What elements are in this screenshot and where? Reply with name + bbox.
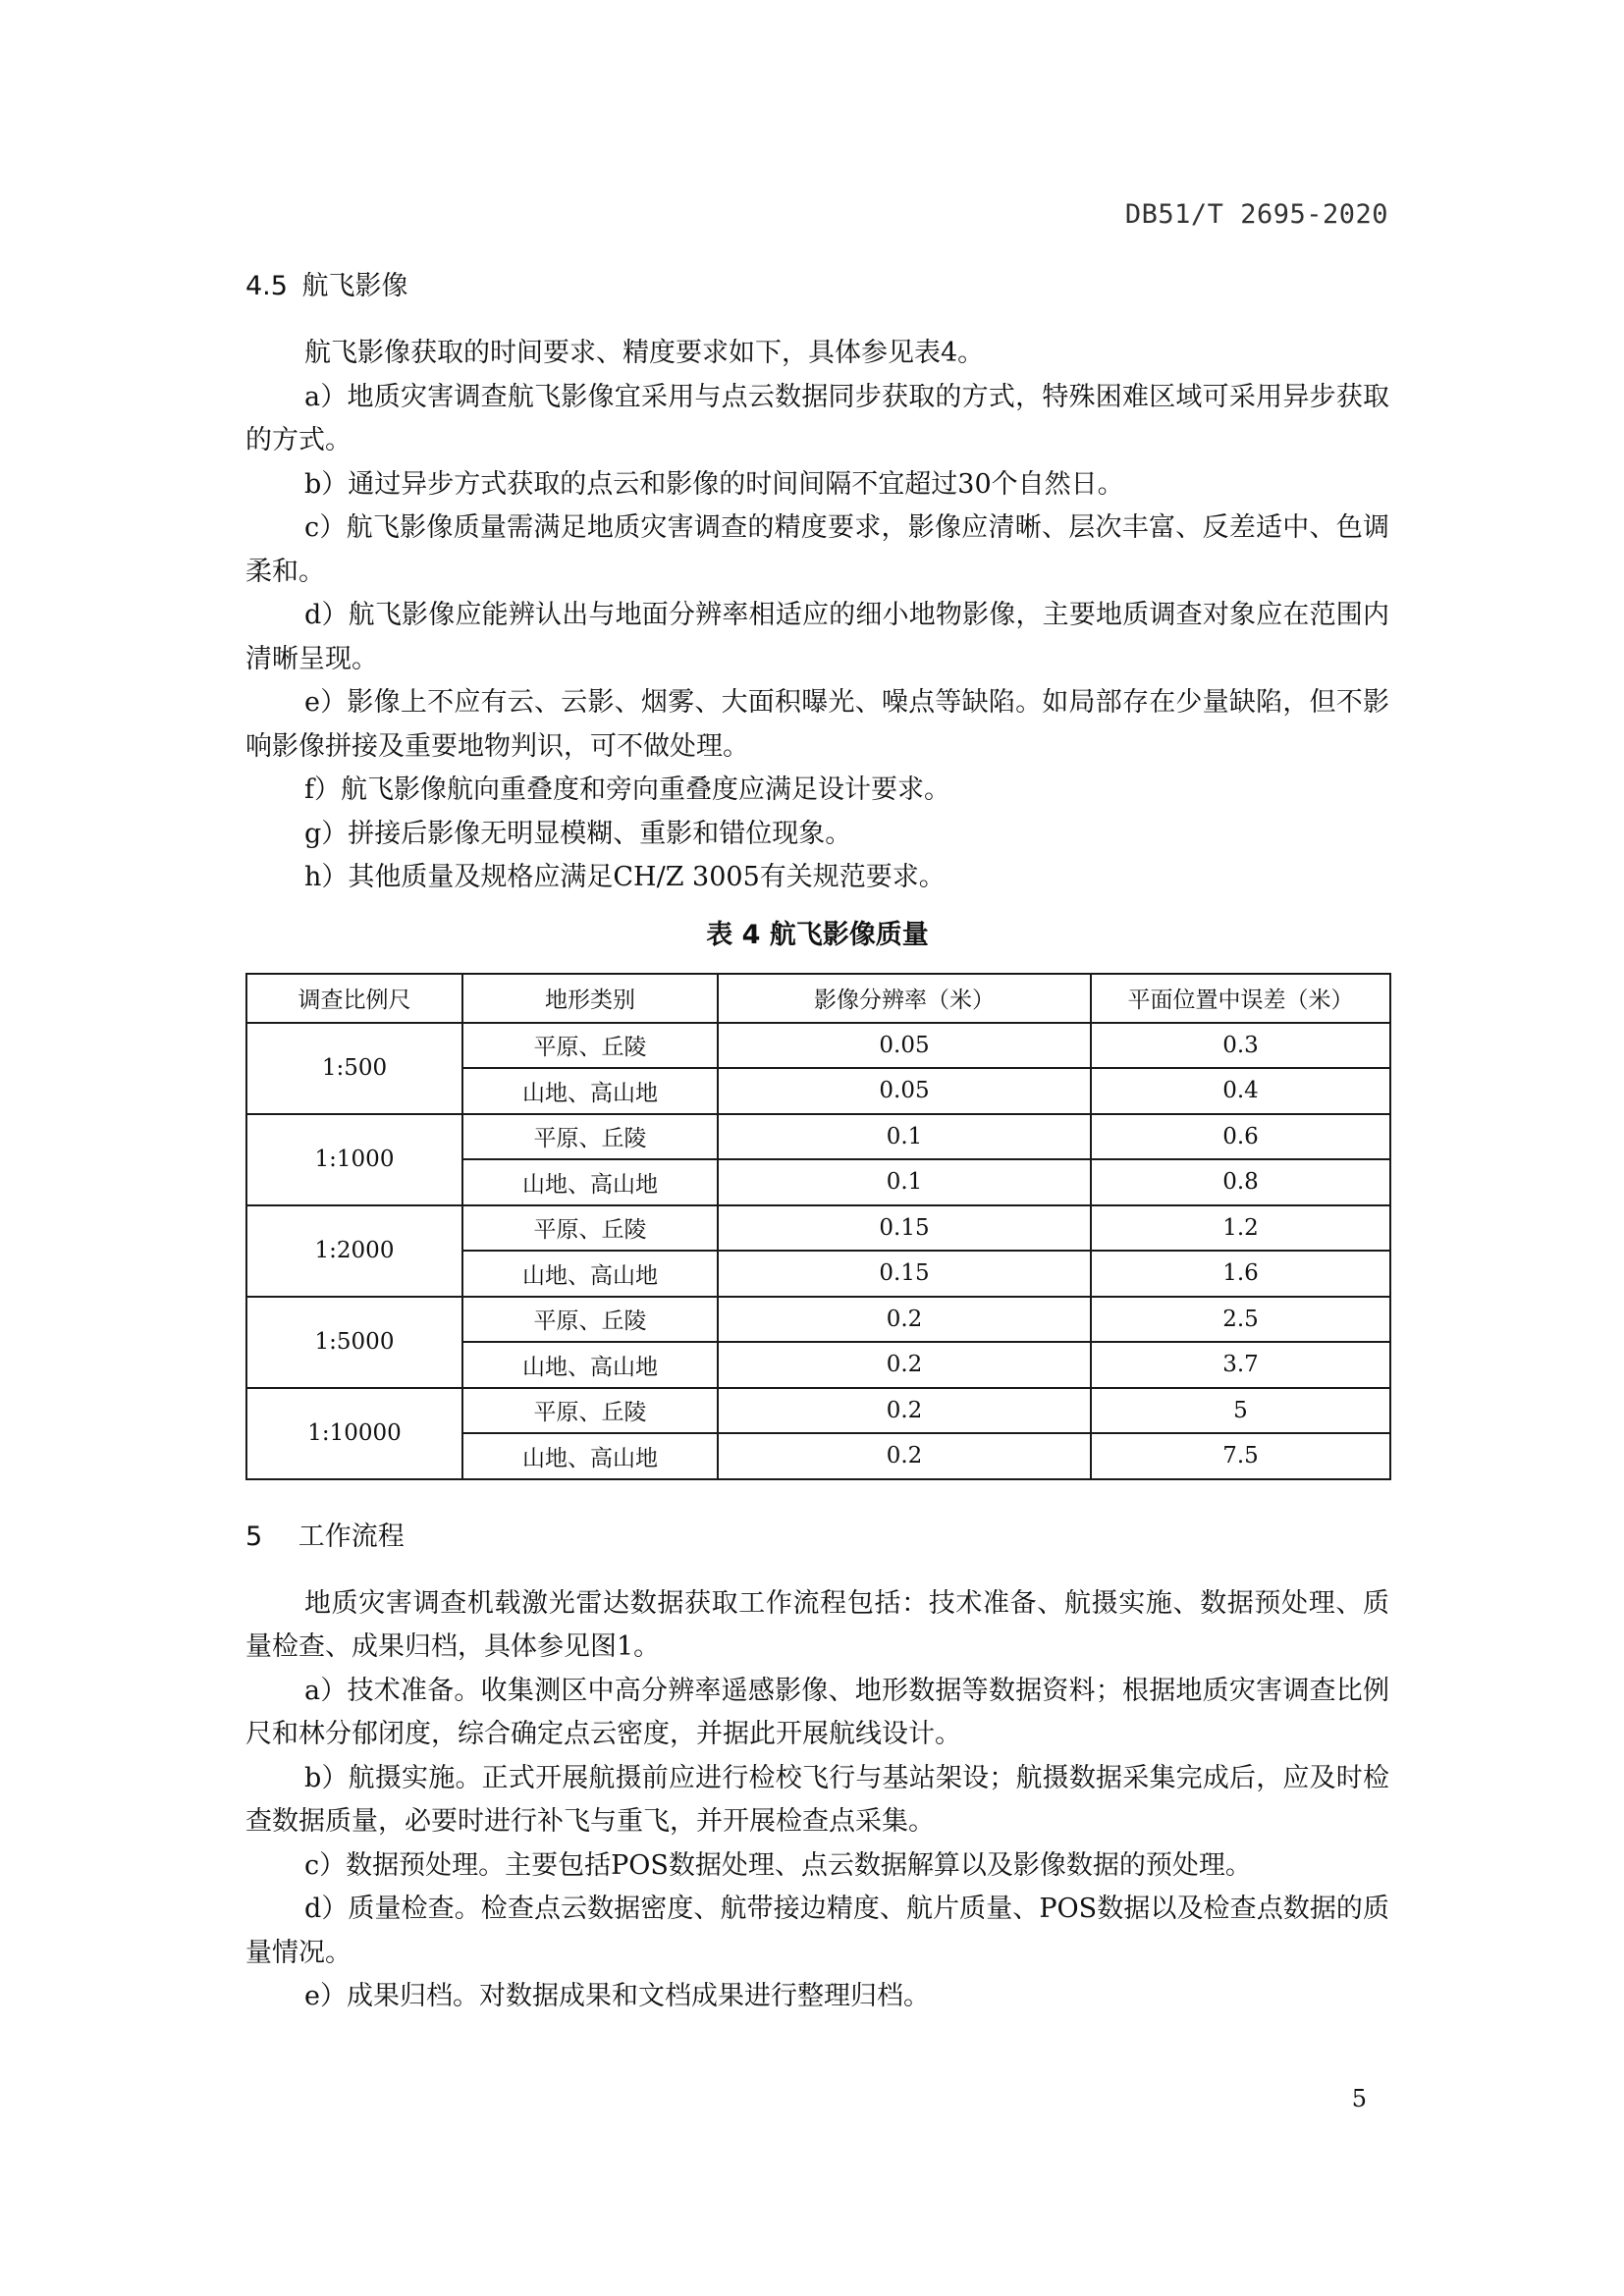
table-row [246, 1297, 1390, 1343]
table-row [246, 1205, 1390, 1252]
paragraph: e）成果归档。对数据成果和文档成果进行整理归档。 [304, 1981, 930, 2011]
error-cell: 1.2 [1091, 1205, 1390, 1252]
resolution-cell: 0.1 [718, 1159, 1091, 1205]
paragraph: a）地质灾害调查航飞影像宜采用与点云数据同步获取的方式，特殊困难区域可采用异步获取的方式。 [245, 381, 1389, 455]
table-row [246, 1388, 1390, 1434]
terrain-cell: 平原、丘陵 [462, 1388, 718, 1434]
resolution-cell: 0.2 [718, 1433, 1091, 1479]
resolution-cell: 0.15 [718, 1251, 1091, 1297]
error-cell: 0.3 [1091, 1023, 1390, 1069]
error-cell: 0.6 [1091, 1114, 1390, 1160]
section-title: 工作流程 [298, 1521, 405, 1552]
error-cell: 7.5 [1091, 1433, 1390, 1479]
error-cell: 1.6 [1091, 1251, 1390, 1297]
resolution-cell: 0.1 [718, 1114, 1091, 1160]
paragraph: e）影像上不应有云、云影、烟雾、大面积曝光、噪点等缺陷。如局部存在少量缺陷，但不影响影像拼接及重要地物判识，可不做处理。 [245, 687, 1389, 762]
scale-cell: 1:5000 [246, 1297, 462, 1388]
error-cell: 0.8 [1091, 1159, 1390, 1205]
paragraph: h）其他质量及规格应满足CH/Z 3005有关规范要求。 [304, 862, 946, 892]
scale-cell: 1:10000 [246, 1388, 462, 1479]
resolution-cell: 0.2 [718, 1342, 1091, 1388]
paragraph: 航飞影像获取的时间要求、精度要求如下，具体参见表4。 [304, 338, 985, 368]
paragraph: a）技术准备。收集测区中高分辨率遥感影像、地形数据等数据资料；根据地质灾害调查比例尺和林分郁闭度，综合确定点云密度，并据此开展航线设计。 [245, 1675, 1389, 1749]
paragraph: b）航摄实施。正式开展航摄前应进行检校飞行与基站架设；航摄数据采集完成后，应及时检查数据质量，必要时进行补飞与重飞，并开展检查点采集。 [245, 1762, 1389, 1837]
scale-cell: 1:1000 [246, 1114, 462, 1205]
terrain-cell: 平原、丘陵 [462, 1297, 718, 1343]
terrain-cell: 山地、高山地 [462, 1159, 718, 1205]
scale-cell: 1:500 [246, 1023, 462, 1114]
section-title: 航飞影像 [301, 271, 408, 301]
quality-table [245, 973, 1391, 1480]
column-header: 地形类别 [462, 974, 718, 1023]
table-row [246, 1023, 1390, 1069]
terrain-cell: 山地、高山地 [462, 1068, 718, 1114]
terrain-cell: 平原、丘陵 [462, 1114, 718, 1160]
error-cell: 0.4 [1091, 1068, 1390, 1114]
column-header: 平面位置中误差（米） [1091, 974, 1390, 1023]
table-caption: 表 4 航飞影像质量 [706, 919, 929, 950]
terrain-cell: 山地、高山地 [462, 1433, 718, 1479]
section-number: 4.5 [245, 271, 288, 301]
paragraph: d）质量检查。检查点云数据密度、航带接边精度、航片质量、POS数据以及检查点数据的质量情况。 [245, 1894, 1389, 1968]
section-number: 5 [245, 1521, 263, 1552]
paragraph: c）数据预处理。主要包括POS数据处理、点云数据解算以及影像数据的预处理。 [304, 1849, 1252, 1881]
terrain-cell: 山地、高山地 [462, 1251, 718, 1297]
resolution-cell: 0.05 [718, 1068, 1091, 1114]
paragraph: c）航飞影像质量需满足地质灾害调查的精度要求，影像应清晰、层次丰富、反差适中、色调柔和。 [245, 512, 1389, 587]
section-4-5-heading [245, 267, 1389, 306]
resolution-cell: 0.05 [718, 1023, 1091, 1069]
error-cell: 5 [1091, 1388, 1390, 1434]
paragraph: 地质灾害调查机载激光雷达数据获取工作流程包括：技术准备、航摄实施、数据预处理、质量检查、成果归档，具体参见图1。 [245, 1587, 1389, 1662]
paragraph: d）航飞影像应能辨认出与地面分辨率相适应的细小地物影像，主要地质调查对象应在范围内清晰呈现。 [245, 600, 1389, 674]
resolution-cell: 0.2 [718, 1297, 1091, 1343]
resolution-cell: 0.2 [718, 1388, 1091, 1434]
paragraph: g）拼接后影像无明显模糊、重影和错位现象。 [304, 818, 852, 849]
paragraph: b）通过异步方式获取的点云和影像的时间间隔不宜超过30个自然日。 [304, 468, 1124, 500]
page-number: 5 [1351, 2085, 1367, 2112]
scale-cell: 1:2000 [246, 1205, 462, 1297]
section-5-heading [245, 1518, 1389, 1557]
terrain-cell: 平原、丘陵 [462, 1205, 718, 1252]
resolution-cell: 0.15 [718, 1205, 1091, 1252]
column-header: 调查比例尺 [246, 974, 462, 1023]
table-row [246, 1114, 1390, 1160]
terrain-cell: 平原、丘陵 [462, 1023, 718, 1069]
spacer [245, 1480, 1389, 1518]
error-cell: 3.7 [1091, 1342, 1390, 1388]
paragraph: f）航飞影像航向重叠度和旁向重叠度应满足设计要求。 [304, 774, 950, 805]
table-header-row [246, 974, 1390, 1023]
document-code: DB51/T 2695-2020 [1124, 199, 1388, 230]
page-content [245, 267, 1389, 2019]
column-header: 影像分辨率（米） [718, 974, 1091, 1023]
terrain-cell: 山地、高山地 [462, 1342, 718, 1388]
error-cell: 2.5 [1091, 1297, 1390, 1343]
